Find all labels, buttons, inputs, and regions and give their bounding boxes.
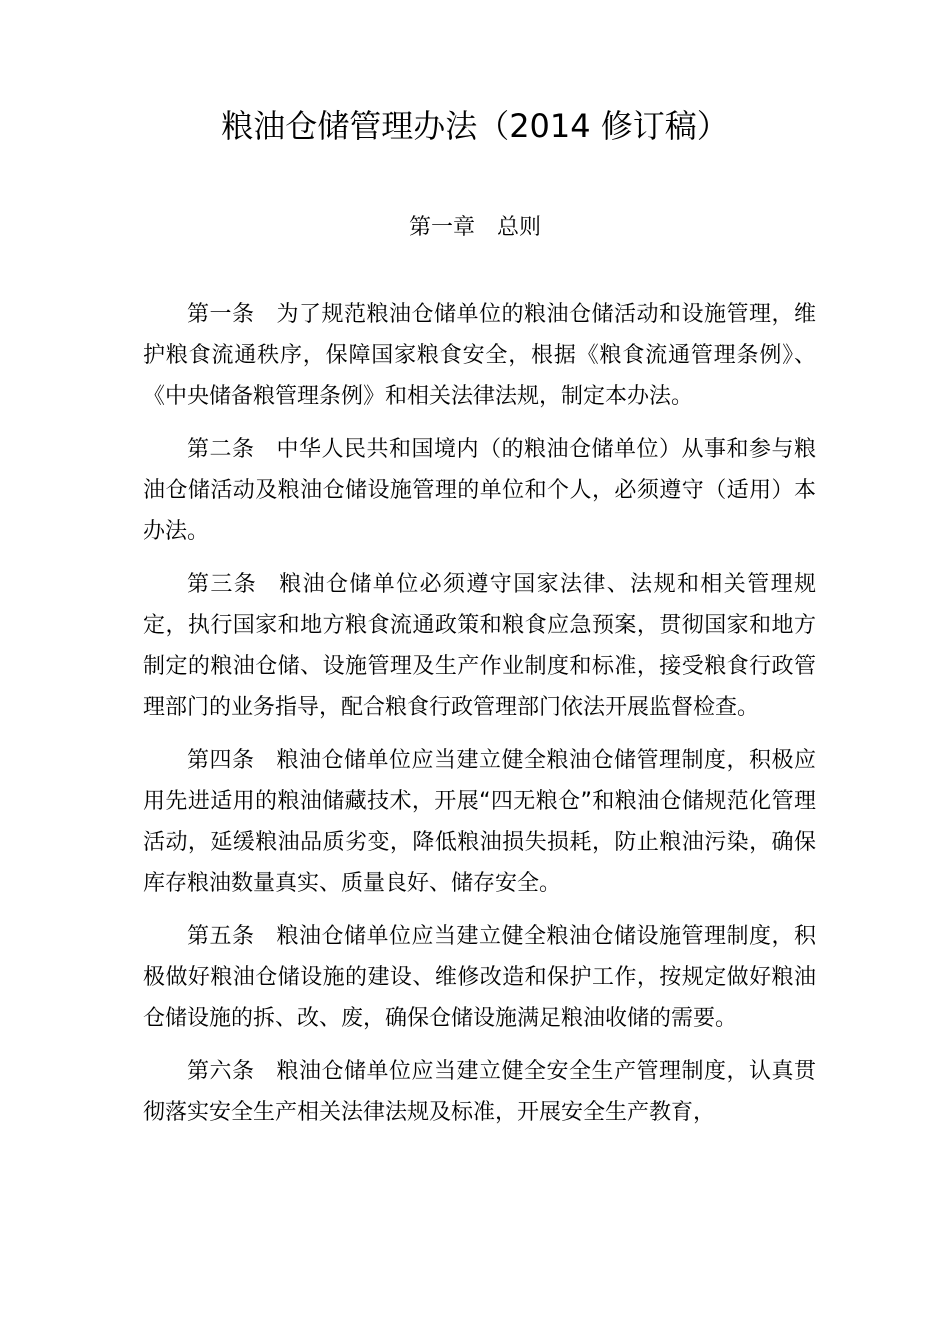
article-text: 粮油仓储单位必须遵守国家法律、法规和相关管理规定，执行国家和地方粮食流通政策和粮食应急预案，贯彻国家和地方制定的粮油仓储、设施管理及生产作业制度和标准，接受粮食行政管理部门的业务指导，配合粮食行政管理部门依法开展监督检查。: [143, 572, 816, 720]
article-3: [143, 564, 816, 728]
article-number: 第三条: [187, 572, 258, 597]
article-number: 第二条: [187, 437, 255, 462]
article-1: [143, 294, 816, 417]
article-number: 第四条: [187, 748, 255, 773]
article-number: 第六条: [187, 1059, 255, 1084]
article-text: 粮油仓储单位应当建立健全粮油仓储设施管理制度，积极做好粮油仓储设施的建设、维修改造和保护工作，按规定做好粮油仓储设施的拆、改、废，确保仓储设施满足粮油收储的需要。: [143, 924, 816, 1031]
article-text: 粮油仓储单位应当建立健全粮油仓储管理制度，积极应用先进适用的粮油储藏技术，开展“四无粮仓”和粮油仓储规范化管理活动，延缓粮油品质劣变，降低粮油损失损耗，防止粮油污染，确保库存粮油数量真实、质量良好、储存安全。: [143, 748, 816, 896]
article-number: 第一条: [187, 302, 255, 327]
article-2: [143, 429, 816, 552]
document-title: 粮油仓储管理办法（2014 修订稿）: [221, 107, 729, 145]
article-text: 粮油仓储单位应当建立健全安全生产管理制度，认真贯彻落实安全生产相关法律法规及标准，开展安全生产教育，: [143, 1059, 816, 1125]
article-5: [143, 916, 816, 1039]
article-4: [143, 740, 816, 904]
chapter-heading: 第一章 总则: [408, 215, 541, 240]
article-number: 第五条: [187, 924, 255, 949]
document-body: [143, 294, 816, 1145]
article-text: 中华人民共和国境内（的粮油仓储单位）从事和参与粮油仓储活动及粮油仓储设施管理的单位和个人，必须遵守（适用）本办法。: [143, 437, 816, 544]
article-6: [143, 1051, 816, 1133]
article-text: 为了规范粮油仓储单位的粮油仓储活动和设施管理，维护粮食流通秩序，保障国家粮食安全，根据《粮食流通管理条例》、《中央储备粮管理条例》和相关法律法规，制定本办法。: [143, 302, 816, 409]
